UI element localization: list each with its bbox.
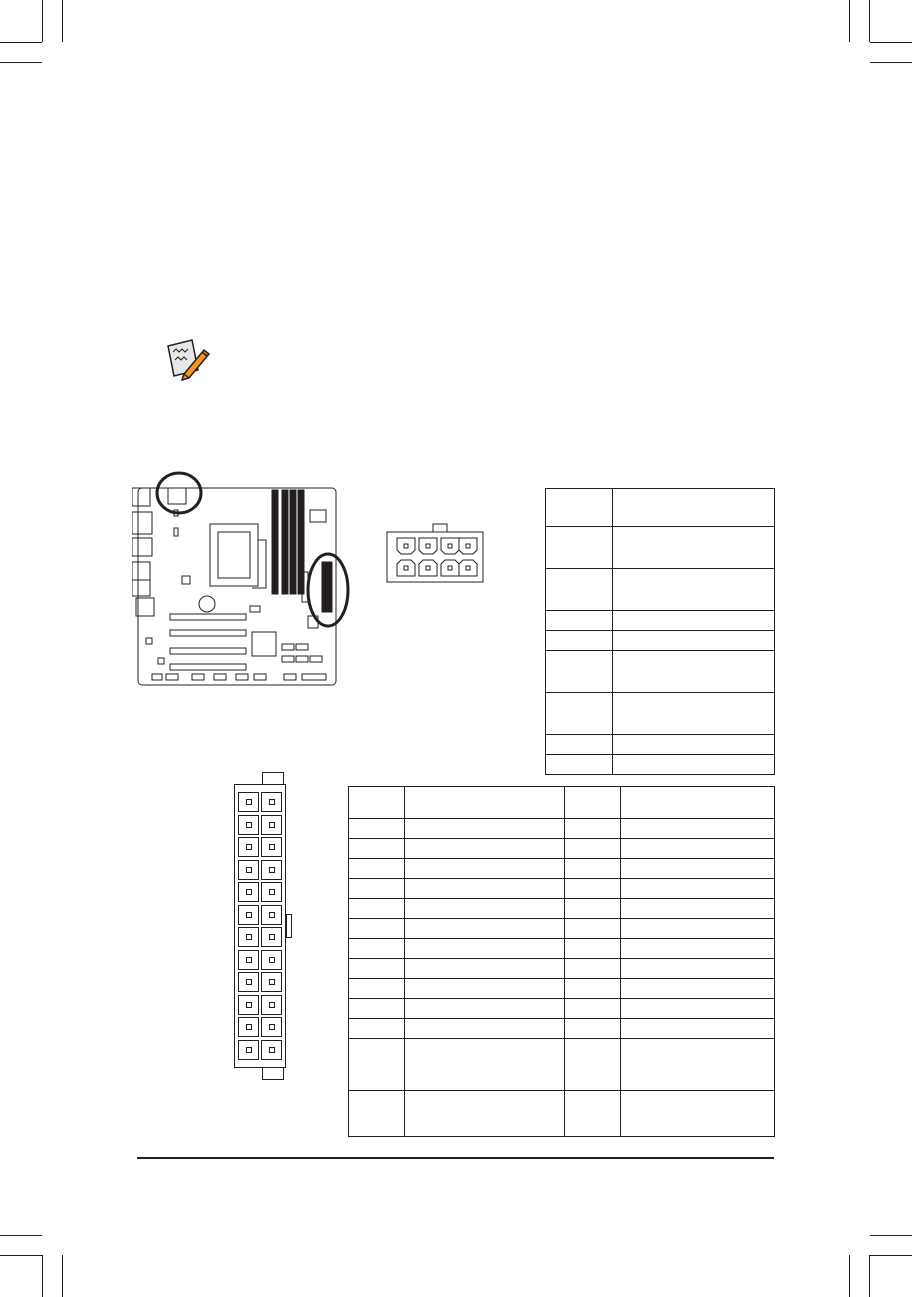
crop-mark [869,1255,870,1297]
table-cell [405,879,565,899]
table-cell [621,999,775,1019]
table-cell [349,819,405,839]
connector-pin [238,995,259,1015]
table-cell [621,819,775,839]
connector-pin [261,972,282,992]
table-cell [349,979,405,999]
table-cell [546,489,613,527]
table-cell [613,693,775,735]
table-cell [621,919,775,939]
table-cell [546,693,613,735]
table-cell [613,735,775,755]
table-cell [565,859,621,879]
connector-pin [261,1017,282,1037]
table-cell [349,879,405,899]
table-cell [405,839,565,859]
table-cell [613,755,775,775]
table-cell [546,631,613,651]
table-cell [565,919,621,939]
connector-pin [238,1040,259,1060]
crop-mark [870,42,912,43]
crop-mark [849,0,850,42]
table-cell [621,979,775,999]
table-cell [621,1039,775,1091]
table-cell [349,899,405,919]
table-cell [621,839,775,859]
table-cell [621,787,775,819]
connector-pin [261,860,282,880]
table-cell [621,939,775,959]
table-cell [349,1039,405,1091]
table-row [546,631,775,651]
table-row [349,999,775,1019]
crop-mark [42,0,43,42]
table-cell [565,1019,621,1039]
crop-mark [0,62,42,63]
connector-pin [261,927,282,947]
table-cell [405,999,565,1019]
table-cell [349,839,405,859]
table-row [349,919,775,939]
table-cell [349,859,405,879]
table-row [349,1019,775,1039]
connector-pin [238,882,259,902]
table-row [349,819,775,839]
connector-latch-side [286,914,292,938]
atx-12v-2x4-connector-icon [385,522,485,584]
table-row [349,979,775,999]
table-cell [565,787,621,819]
connector-pin [261,792,282,812]
table-cell [349,1091,405,1137]
table-cell [546,569,613,611]
crop-mark [870,1255,912,1256]
connector-pin [238,905,259,925]
table-row [349,939,775,959]
connector-pin [238,1017,259,1037]
table-cell [565,979,621,999]
connector-pin [261,905,282,925]
table-cell [565,879,621,899]
table-cell [405,919,565,939]
table-cell [349,959,405,979]
table-row [349,879,775,899]
table-row [546,611,775,631]
table-cell [621,959,775,979]
motherboard-layout-icon [132,470,358,690]
crop-mark [869,0,870,42]
table-cell [546,735,613,755]
table-cell [405,1091,565,1137]
atx-24pin-table [348,786,775,1137]
crop-mark [62,1255,63,1297]
table-row [349,1039,775,1091]
table-cell [565,839,621,859]
table-cell [613,489,775,527]
table-row [349,859,775,879]
connector-pin [261,882,282,902]
table-row [546,735,775,755]
table-row [546,755,775,775]
table-row [546,651,775,693]
table-row [546,527,775,569]
table-cell [565,939,621,959]
table-cell [405,859,565,879]
connector-pin [261,815,282,835]
table-row [349,899,775,919]
crop-mark [870,62,912,63]
table-row [349,839,775,859]
table-cell [405,1019,565,1039]
table-cell [405,979,565,999]
table-cell [565,999,621,1019]
crop-mark [42,1255,43,1297]
connector-latch-bottom [262,1068,284,1080]
table-cell [621,1091,775,1137]
connector-pin [261,950,282,970]
table-cell [405,959,565,979]
table-row [349,959,775,979]
table-cell [621,899,775,919]
table-row [546,569,775,611]
table-cell [621,859,775,879]
connector-pin [261,837,282,857]
connector-pin [238,927,259,947]
table-cell [565,1039,621,1091]
connector-pin [238,860,259,880]
connector-pin [238,950,259,970]
table-cell [613,651,775,693]
connector-pin [261,1040,282,1060]
crop-mark [0,1235,42,1236]
table-cell [565,899,621,919]
table-cell [565,959,621,979]
table-header-row [546,489,775,527]
footer-rule [137,1157,774,1159]
table-cell [621,1019,775,1039]
connector-latch-top [262,772,284,784]
crop-mark [0,1255,42,1256]
table-header-row [349,787,775,819]
table-cell [405,1039,565,1091]
table-cell [613,611,775,631]
crop-mark [849,1255,850,1297]
table-cell [613,631,775,651]
table-row [349,1091,775,1137]
crop-mark [0,42,42,43]
table-cell [546,651,613,693]
table-cell [349,1019,405,1039]
table-row [546,693,775,735]
table-cell [405,819,565,839]
atx-12v-pin-table [545,488,775,775]
table-cell [546,755,613,775]
crop-mark [870,1235,912,1236]
atx-2x12-connector-icon [234,772,292,1082]
table-cell [613,569,775,611]
connector-pin [238,792,259,812]
table-cell [546,611,613,631]
connector-pin [238,815,259,835]
table-cell [613,527,775,569]
connector-pin [238,837,259,857]
table-cell [349,939,405,959]
table-cell [349,919,405,939]
crop-mark [62,0,63,42]
note-pencil-icon [162,336,212,382]
table-cell [546,527,613,569]
table-cell [349,999,405,1019]
table-cell [349,787,405,819]
table-cell [565,1091,621,1137]
table-cell [405,899,565,919]
table-cell [565,819,621,839]
connector-pin [238,972,259,992]
table-cell [405,787,565,819]
table-cell [621,879,775,899]
connector-pin [261,995,282,1015]
table-cell [405,939,565,959]
